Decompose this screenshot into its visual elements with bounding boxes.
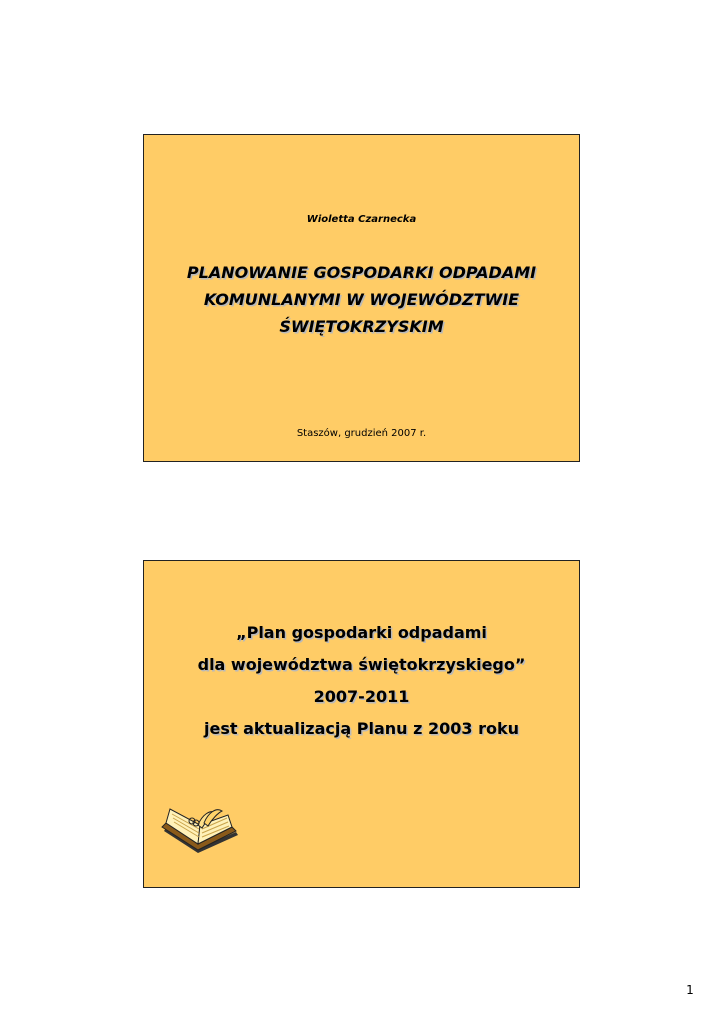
slide-heading: [144, 617, 579, 745]
presentation-title: [144, 259, 579, 340]
title-line-3: ŚWIĘTOKRZYSKIM: [279, 317, 444, 336]
place-and-date: Staszów, grudzień 2007 r.: [296, 428, 427, 439]
heading-line-1: „Plan gospodarki odpadami: [236, 623, 487, 642]
author-name: Wioletta Czarnecka: [306, 214, 417, 225]
page-number: 1: [686, 983, 694, 997]
slide-2: [143, 560, 580, 888]
heading-line-4: jest aktualizacją Planu z 2003 roku: [203, 719, 520, 738]
heading-line-2: dla województwa świętokrzyskiego”: [197, 655, 526, 674]
title-line-2: KOMUNLANYMI W WOJEWÓDZTWIE: [203, 290, 520, 309]
title-line-1: PLANOWANIE GOSPODARKI ODPADAMI: [186, 263, 537, 282]
slide-1: [143, 134, 580, 462]
heading-line-3: 2007-2011: [313, 687, 410, 706]
open-book-icon: [158, 801, 240, 857]
